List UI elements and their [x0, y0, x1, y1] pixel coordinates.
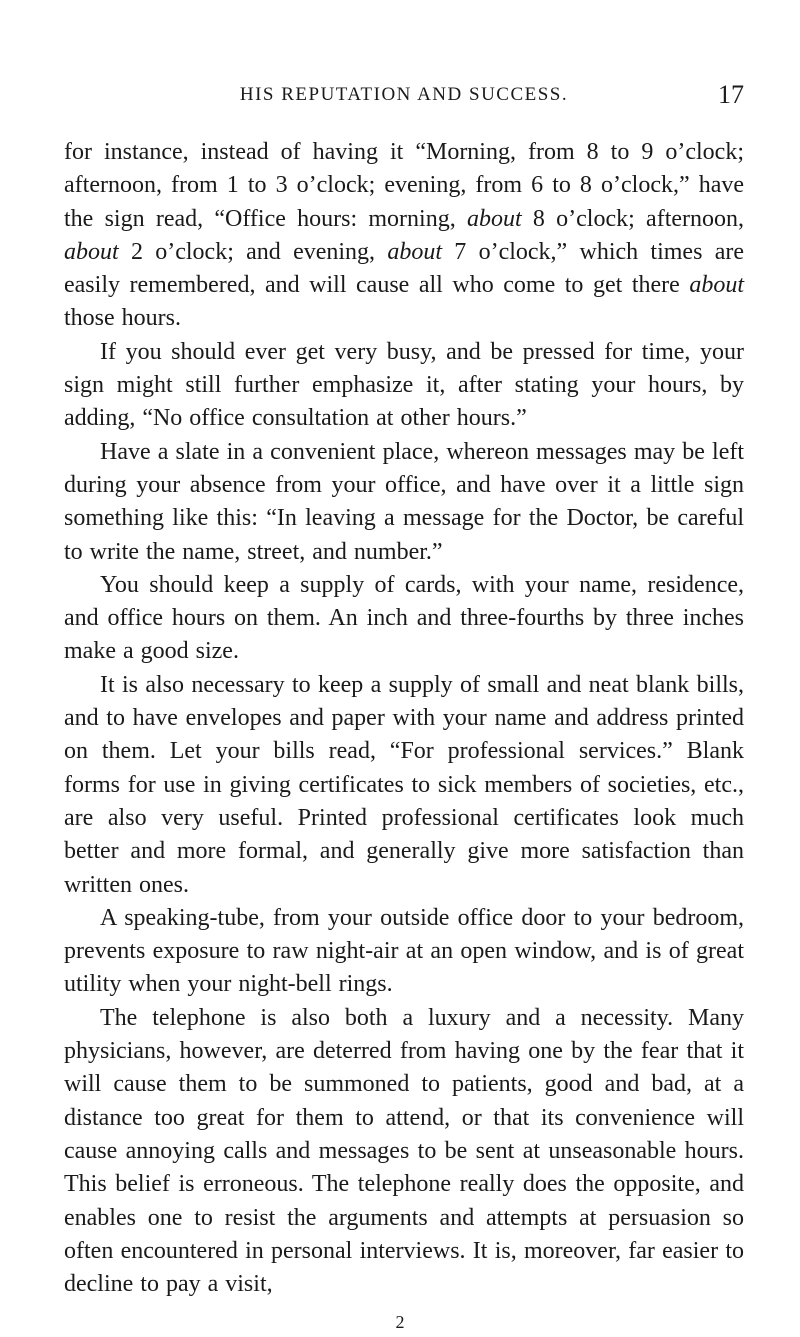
italic-text: about	[387, 238, 443, 265]
text-run: It is also necessary to keep a supply of small and neat blank bills, and to have envelopes and paper with your name and address printed on them. Let your bills read, “For professional services.” Blank forms for use in giving certificates to sick members of societies, etc., are also very useful. Printed professional certificates look much better and more formal, and generally give more satisfaction than written ones.	[64, 671, 744, 898]
text-run: The telephone is also both a luxury and a necessity. Many physicians, however, are deterred from having one by the fear that it will cause them to be summoned to patients, good and bad, at a distance too great for them to attend, or that its convenience will cause annoying calls and messages to be sent at unseasonable hours. This belief is erroneous. The telephone really does the opposite, and enables one to resist the arguments and attempts at persuasion so often encountered in personal interviews. It is, moreover, far easier to decline to pay a visit,	[64, 1004, 744, 1298]
italic-text: about	[466, 205, 522, 232]
running-title: HIS REPUTATION AND SUCCESS.	[239, 84, 569, 105]
text-run: You should keep a supply of cards, with your name, residence, and office hours on them. An inch and three-fourths by three inches make a good size.	[64, 571, 744, 665]
text-run: 2 o’clock; and evening,	[118, 238, 388, 265]
text-run: 7 o’clock,” which times are easily remembered, and will cause all who come to get there	[64, 238, 744, 299]
paragraph	[64, 436, 744, 569]
text-run: Have a slate in a convenient place, whereon messages may be left during your absence from your office, and have over it a little sign something like this: “In leaving a message for the Doctor, be careful to write the name, street, and number.”	[64, 438, 744, 565]
paragraph	[64, 902, 744, 1002]
text-run: If you should ever get very busy, and be pressed for time, your sign might still further emphasize it, after stating your hours, by adding, “No office consultation at other hours.”	[64, 338, 744, 432]
page-number: 17	[718, 80, 744, 109]
text-run: for instance, instead of having it “Morning, from 8 to 9 o’clock; afternoon, from 1 to 3 o’clock; evening, from 6 to 8 o’clock,” have the sign read, “Office hours: morning,	[64, 139, 744, 232]
italic-text: about	[689, 272, 744, 299]
text-run: those hours.	[64, 305, 181, 332]
running-head	[64, 80, 744, 120]
italic-text: about	[64, 238, 119, 265]
signature-mark: 2	[395, 1312, 405, 1332]
paragraph	[64, 669, 744, 902]
paragraph	[64, 569, 744, 669]
text-run: 8 o’clock; afternoon,	[521, 205, 745, 232]
body-text	[64, 136, 744, 1301]
paragraph	[64, 336, 744, 436]
paragraph	[64, 1002, 744, 1302]
text-run: A speaking-tube, from your outside office door to your bedroom, prevents exposure to raw night-air at an open window, and is of great utility when your night-bell rings.	[64, 904, 744, 998]
paragraph	[64, 136, 744, 336]
